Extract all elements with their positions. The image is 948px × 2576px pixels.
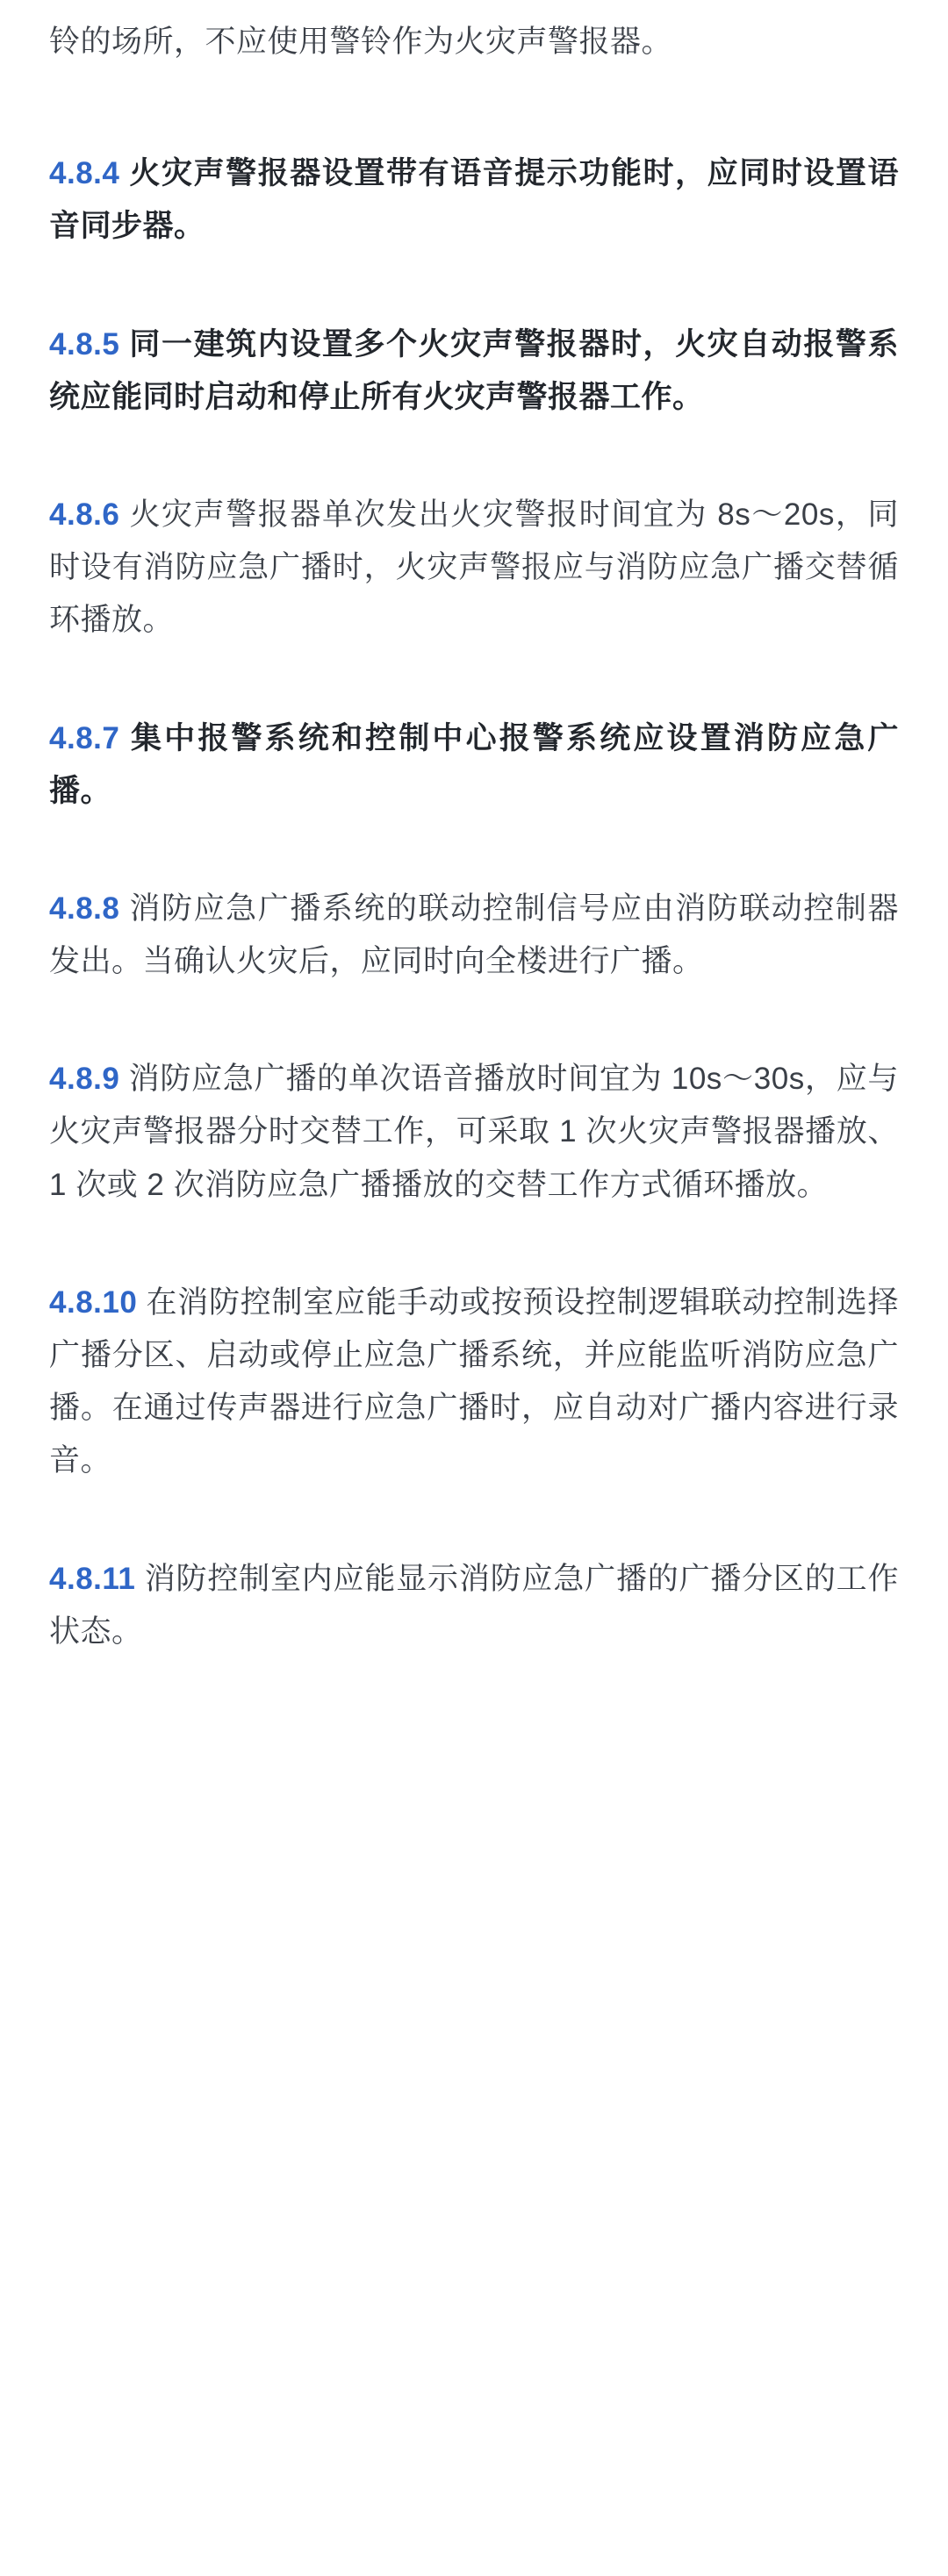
clause-number: 4.8.10: [49, 1284, 138, 1320]
paragraph: [49, 16, 899, 68]
paragraph-text: 消防控制室内应能显示消防应急广播的广播分区的工作状态。: [49, 1561, 899, 1649]
clause-number: 4.8.4: [49, 156, 120, 191]
paragraph: [49, 1053, 899, 1212]
paragraph-text: 在消防控制室应能手动或按预设控制逻辑联动控制选择广播分区、启动或停止应急广播系统，并应能监听消防应急广播。在通过传声器进行应急广播时，应自动对广播内容进行录音。: [49, 1284, 899, 1478]
clause-number: 4.8.11: [49, 1561, 136, 1596]
paragraph-text: 铃的场所，不应使用警铃作为火灾声警报器。: [49, 25, 673, 59]
clause-number: 4.8.7: [49, 720, 120, 755]
paragraph: [49, 712, 899, 818]
paragraph-text: 火灾声警报器单次发出火灾警报时间宜为 8s～20s，同时设有消防应急广播时，火灾声警报应与消防应急广播交替循环播放。: [49, 497, 899, 638]
paragraph: [49, 1277, 899, 1488]
paragraph: [49, 489, 899, 648]
paragraph: [49, 883, 899, 988]
paragraph-text: 消防应急广播系统的联动控制信号应由消防联动控制器发出。当确认火灾后，应同时向全楼进行广播。: [49, 891, 899, 979]
paragraph-text: 集中报警系统和控制中心报警系统应设置消防应急广播。: [49, 720, 899, 808]
paragraph: [49, 318, 899, 424]
paragraph: [49, 147, 899, 253]
clause-number: 4.8.8: [49, 891, 120, 926]
paragraph: [49, 1553, 899, 1658]
clause-number: 4.8.5: [49, 326, 120, 361]
clause-number: 4.8.9: [49, 1062, 120, 1097]
paragraph-text: 消防应急广播的单次语音播放时间宜为 10s～30s，应与火灾声警报器分时交替工作，可采取 1 次火灾声警报器播放、1 次或 2 次消防应急广播播放的交替工作方式循环播放。: [49, 1062, 899, 1202]
clause-number: 4.8.6: [49, 497, 120, 532]
paragraph-text: 同一建筑内设置多个火灾声警报器时，火灾自动报警系统应能同时启动和停止所有火灾声警报器工作。: [49, 326, 899, 414]
paragraph-text: 火灾声警报器设置带有语音提示功能时，应同时设置语音同步器。: [49, 156, 899, 244]
